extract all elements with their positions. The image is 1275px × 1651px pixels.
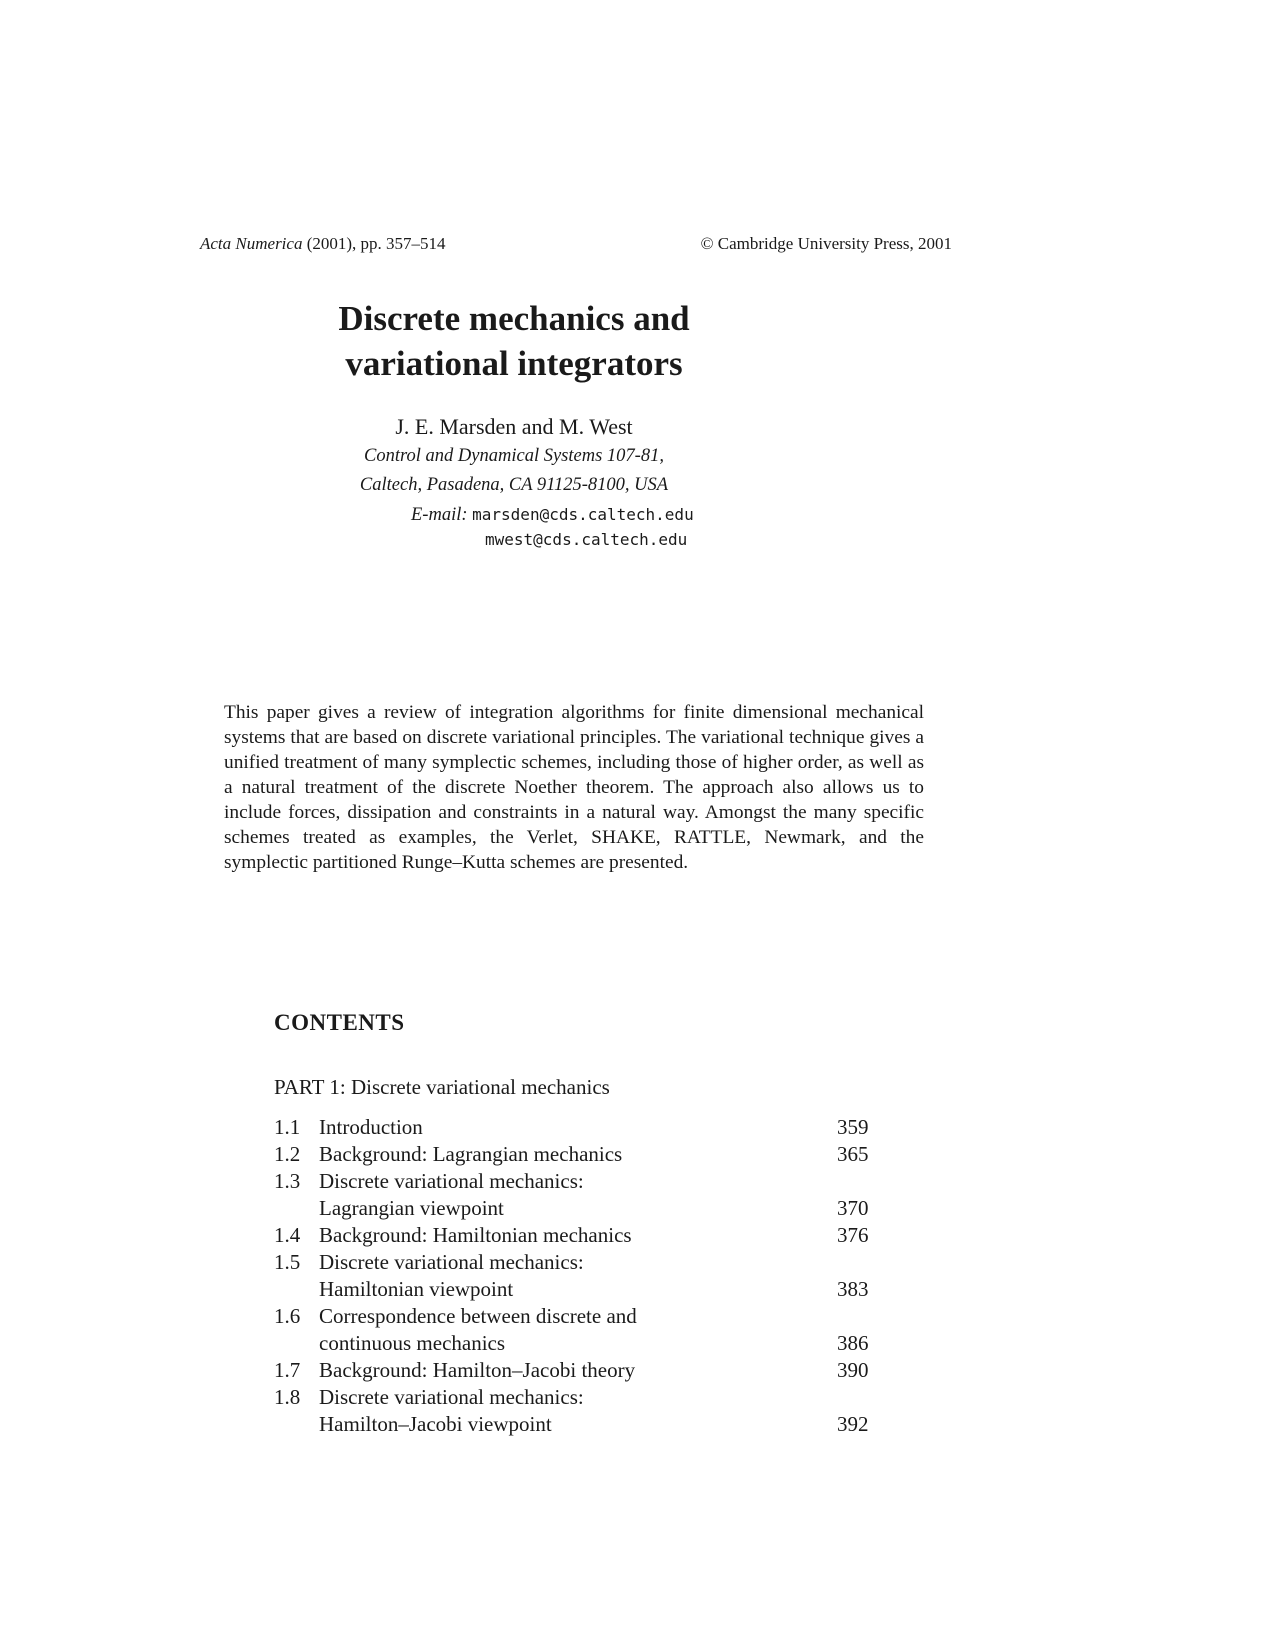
toc-section-title: Background: Lagrangian mechanics: [319, 1142, 623, 1166]
toc-section-title: Discrete variational mechanics:: [319, 1250, 584, 1274]
toc-section-number: 1.5: [274, 1250, 301, 1274]
authors: J. E. Marsden and M. West: [395, 414, 633, 439]
toc-section-number: 1.1: [274, 1115, 301, 1139]
toc-entry: [274, 1249, 874, 1303]
toc-page-number: 383: [837, 1277, 869, 1301]
toc-section-title: Discrete variational mechanics:: [319, 1385, 584, 1409]
paper-title: [138, 296, 890, 386]
toc-page-number: 370: [837, 1196, 869, 1220]
toc-page-number: 386: [837, 1331, 869, 1355]
abstract: This paper gives a review of integration algorithms for finite dimensional mechanical systems that are based on discrete variational principles. The variational technique gives a unified treatment of many symplectic schemes, including those of higher order, as well as a natural treatment of the discrete Noether theorem. The approach also allows us to include forces, dissipation and constraints in a natural way. Amongst the many specific schemes treated as examples, the Verlet, SHAKE, RATTLE, Newmark, and the symplectic partitioned Runge–Kutta schemes are presented.: [224, 702, 924, 873]
toc-page-number: 392: [837, 1412, 869, 1436]
affiliation-line-1: Control and Dynamical Systems 107-81,: [364, 446, 664, 466]
toc-section-title: Background: Hamiltonian mechanics: [319, 1223, 632, 1247]
toc-entry: [274, 1222, 874, 1249]
toc-page-number: 390: [837, 1358, 869, 1382]
toc-section-title: Background: Hamilton–Jacobi theory: [319, 1358, 636, 1382]
running-head: [200, 234, 952, 256]
toc-page-number: 359: [837, 1115, 869, 1139]
toc-section-number: 1.3: [274, 1169, 301, 1193]
journal-citation: [200, 234, 446, 254]
email-label: E-mail:: [411, 505, 473, 525]
title-line-2: variational integrators: [345, 344, 683, 383]
toc-page-number: 376: [837, 1223, 869, 1247]
toc-section-title-continued: Hamiltonian viewpoint: [319, 1277, 514, 1301]
toc-section-title-continued: continuous mechanics: [319, 1331, 506, 1355]
journal-name: Acta Numerica: [200, 234, 303, 253]
toc-entry: [274, 1168, 874, 1222]
toc-section-title-continued: Lagrangian viewpoint: [319, 1196, 504, 1220]
toc-section-title: Discrete variational mechanics:: [319, 1169, 584, 1193]
email-address-1: marsden@cds.caltech.edu: [472, 505, 694, 524]
toc-entry: [274, 1357, 874, 1384]
toc-entry: [274, 1114, 874, 1141]
email-address-2: mwest@cds.caltech.edu: [485, 530, 688, 549]
toc-section-number: 1.7: [274, 1358, 301, 1382]
toc-section-title: Correspondence between discrete and: [319, 1304, 637, 1328]
toc-section-title: Introduction: [319, 1115, 423, 1139]
title-line-1: Discrete mechanics and: [338, 299, 690, 338]
toc-section-number: 1.8: [274, 1385, 301, 1409]
part-title: PART 1: Discrete variational mechanics: [274, 1075, 610, 1099]
toc-entry: [274, 1141, 874, 1168]
toc-entry: [274, 1303, 874, 1357]
toc-section-number: 1.4: [274, 1223, 301, 1247]
copyright-notice: © Cambridge University Press, 2001: [700, 234, 952, 253]
affiliation-line-2: Caltech, Pasadena, CA 91125-8100, USA: [359, 475, 669, 495]
citation-details: (2001), pp. 357–514: [302, 234, 446, 253]
contents-heading: CONTENTS: [274, 1010, 405, 1035]
toc-entry: [274, 1384, 874, 1438]
toc-page-number: 365: [837, 1142, 869, 1166]
table-of-contents: [274, 1114, 874, 1438]
toc-section-number: 1.2: [274, 1142, 301, 1166]
toc-section-number: 1.6: [274, 1304, 301, 1328]
toc-section-title-continued: Hamilton–Jacobi viewpoint: [319, 1412, 552, 1436]
